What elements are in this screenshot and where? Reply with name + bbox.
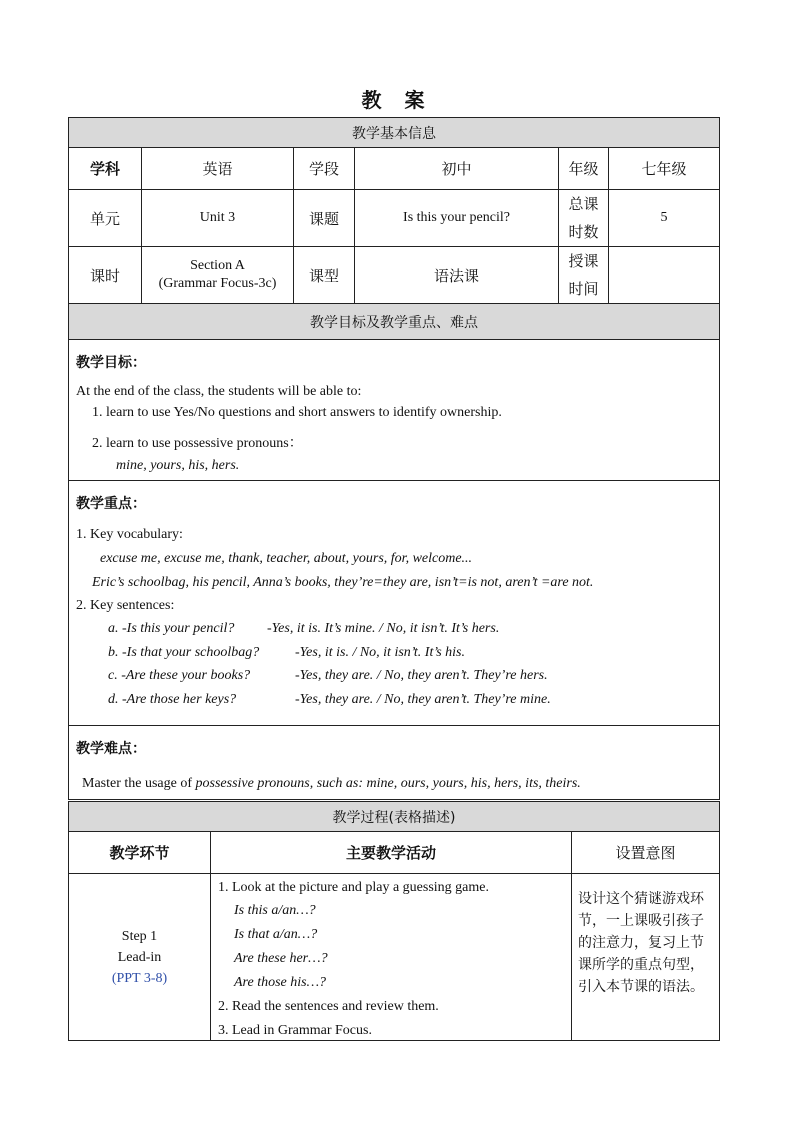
unit-label: 单元 bbox=[69, 190, 142, 247]
col-stage-header: 教学环节 bbox=[69, 832, 211, 874]
key-sentence-a-answer: -Yes, it is. It’s mine. / No, it isn’t. It’s hers. bbox=[267, 621, 500, 636]
key-sentence-a-question: a. -Is this your pencil? bbox=[108, 621, 235, 636]
activity-1b: Is that a/an…? bbox=[234, 927, 318, 942]
difficulty-cell bbox=[69, 726, 720, 800]
difficulty-label: 教学难点： bbox=[76, 741, 146, 757]
topic-value: Is this your pencil? bbox=[355, 190, 559, 247]
activity-1d: Are those his…? bbox=[234, 975, 327, 990]
topic-label: 课题 bbox=[294, 190, 355, 247]
basic-info-table bbox=[68, 117, 720, 800]
key-sentences-title: 2. Key sentences: bbox=[76, 598, 175, 613]
total-hours-label-line1: 总课 bbox=[568, 195, 599, 213]
step1-intent-cell bbox=[572, 874, 720, 1041]
document-title: 教 案 bbox=[361, 88, 433, 112]
unit-value: Unit 3 bbox=[142, 190, 294, 247]
difficulty-prefix: Master the usage of bbox=[82, 776, 196, 791]
basic-info-header: 教学基本信息 bbox=[69, 118, 720, 148]
step1-activity-cell bbox=[211, 874, 572, 1041]
key-sentence-d-answer: -Yes, they are. / No, they aren’t. They’re mine. bbox=[295, 692, 551, 707]
teaching-time-label bbox=[559, 247, 609, 304]
goal-2: 2. learn to use possessive pronouns： bbox=[92, 436, 303, 451]
activity-2: 2. Read the sentences and review them. bbox=[218, 999, 439, 1014]
total-hours-label bbox=[559, 190, 609, 247]
teaching-time-label-line1: 授课 bbox=[568, 252, 599, 270]
grade-label: 年级 bbox=[559, 148, 609, 190]
col-intent-header: 设置意图 bbox=[572, 832, 720, 874]
period-value-line1: Section A bbox=[190, 258, 245, 273]
period-value-line2: (Grammar Focus-3c) bbox=[158, 276, 277, 291]
goal-1: 1. learn to use Yes/No questions and short answers to identify ownership. bbox=[92, 405, 502, 420]
process-header: 教学过程(表格描述) bbox=[69, 802, 720, 832]
key-vocab-line1: excuse me, excuse me, thank, teacher, about, yours, for, welcome... bbox=[100, 551, 473, 566]
teaching-time-label-line2: 时间 bbox=[568, 280, 599, 298]
step1-ppt-ref: (PPT 3-8) bbox=[111, 970, 168, 986]
goal-2-examples: mine, yours, his, hers. bbox=[116, 458, 240, 473]
objectives-header: 教学目标及教学重点、难点 bbox=[69, 304, 720, 340]
teaching-time-value bbox=[609, 247, 720, 304]
period-label: 课时 bbox=[69, 247, 142, 304]
teaching-process-table bbox=[68, 801, 720, 1041]
grade-value: 七年级 bbox=[609, 148, 720, 190]
key-vocab-title: 1. Key vocabulary: bbox=[76, 527, 183, 542]
stage-label: 学段 bbox=[294, 148, 355, 190]
period-value bbox=[142, 247, 294, 304]
difficulty-italic: possessive pronouns, such as: mine, ours, yours, his, hers, its, theirs. bbox=[195, 776, 581, 791]
activity-1c: Are these her…? bbox=[234, 951, 328, 966]
stage-value: 初中 bbox=[355, 148, 559, 190]
teaching-goals-cell bbox=[69, 340, 720, 481]
difficulty-text bbox=[82, 776, 581, 792]
goal-intro: At the end of the class, the students will be able to: bbox=[76, 384, 362, 399]
step1-stage-cell bbox=[69, 874, 211, 1041]
step1-stage-line2: Lead-in bbox=[117, 949, 162, 965]
lesson-type-label: 课型 bbox=[294, 247, 355, 304]
key-points-cell bbox=[69, 481, 720, 726]
key-sentence-b-answer: -Yes, it is. / No, it isn’t. It’s his. bbox=[295, 645, 465, 660]
activity-1a: Is this a/an…? bbox=[234, 903, 316, 918]
activity-1: 1. Look at the picture and play a guessing game. bbox=[218, 880, 489, 895]
key-sentence-b-question: b. -Is that your schoolbag? bbox=[108, 645, 260, 660]
key-vocab-line2: Eric’s schoolbag, his pencil, Anna’s books, they’re=they are, isn’t=is not, aren’t =are not. bbox=[92, 575, 594, 590]
key-sentence-c-answer: -Yes, they are. / No, they aren’t. They’re hers. bbox=[295, 668, 548, 683]
subject-value: 英语 bbox=[142, 148, 294, 190]
teaching-goals-label: 教学目标： bbox=[76, 355, 146, 371]
step1-intent-text: 设计这个猜谜游戏环节，一上课吸引孩子的注意力，复习上节课所学的重点句型，引入本节课的语法。 bbox=[578, 891, 704, 995]
total-hours-value: 5 bbox=[609, 190, 720, 247]
key-sentence-d-question: d. -Are those her keys? bbox=[108, 692, 237, 707]
activity-3: 3. Lead in Grammar Focus. bbox=[218, 1023, 372, 1038]
step1-stage-line1: Step 1 bbox=[121, 928, 158, 944]
lesson-type-value: 语法课 bbox=[355, 247, 559, 304]
key-sentence-c-question: c. -Are these your books? bbox=[108, 668, 251, 683]
key-points-label: 教学重点： bbox=[76, 496, 146, 512]
total-hours-label-line2: 时数 bbox=[568, 223, 599, 241]
col-activity-header: 主要教学活动 bbox=[211, 832, 572, 874]
subject-label: 学科 bbox=[69, 148, 142, 190]
